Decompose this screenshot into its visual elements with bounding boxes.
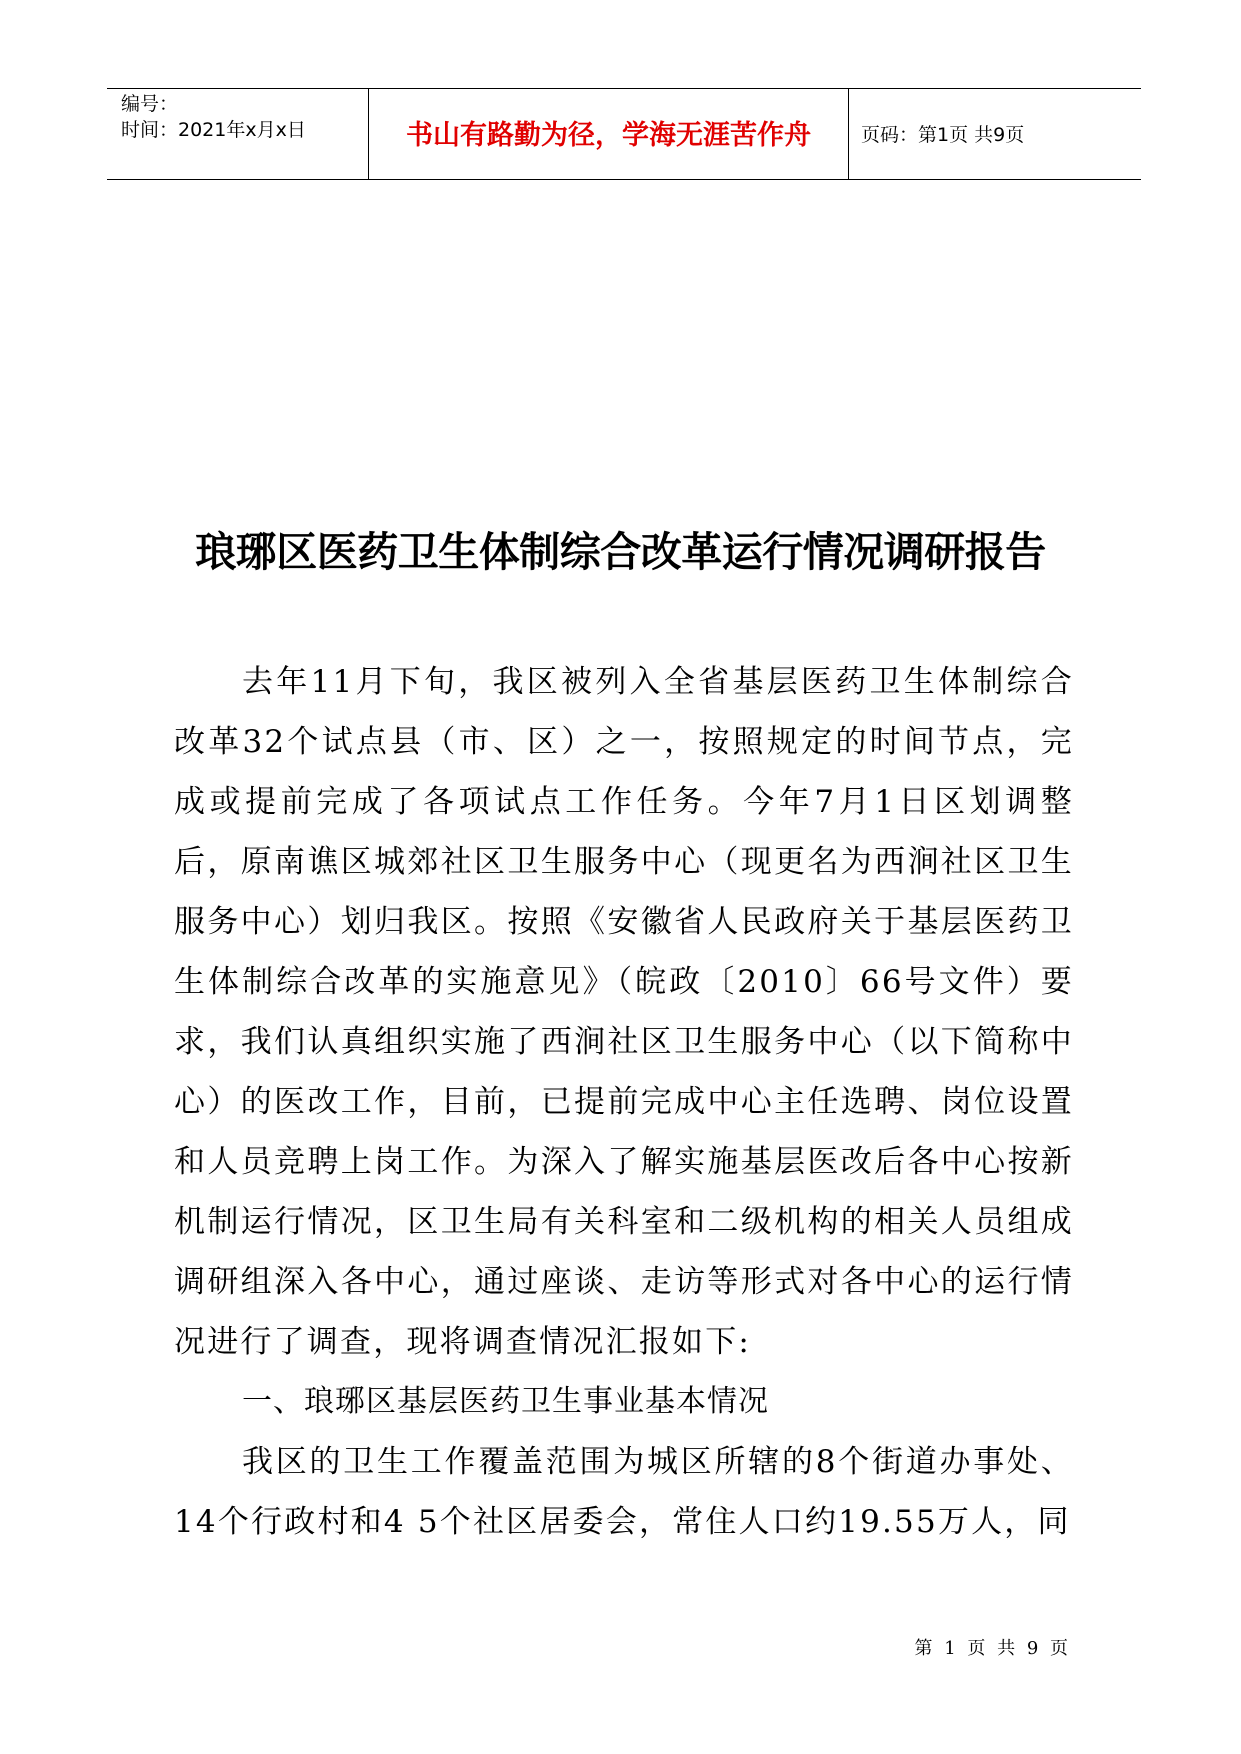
document-number-label: 编号： xyxy=(121,93,179,115)
header-page-code: 页码：第1页 共9页 xyxy=(861,124,1025,146)
document-header xyxy=(107,88,1141,180)
header-motto: 书山有路勤为径，学海无涯苦作舟 xyxy=(406,120,811,151)
page-footer: 第 1 页 共 9 页 xyxy=(914,1638,1071,1659)
header-page-cell xyxy=(849,89,1141,179)
header-meta-cell xyxy=(107,89,369,179)
header-motto-cell xyxy=(369,89,849,179)
document-title: 琅琊区医药卫生体制综合改革运行情况调研报告 xyxy=(195,528,1046,576)
document-body xyxy=(174,652,1074,1552)
document-time-label: 时间：2021年x月x日 xyxy=(121,119,306,141)
intro-paragraph: 去年11月下旬，我区被列入全省基层医药卫生体制综合改革32个试点县（市、区）之一，按照规定的时间节点，完成或提前完成了各项试点工作任务。今年7月1日区划调整后，原南谯区城郊社区卫生服务中心（现更名为西涧社区卫生服务中心）划归我区。按照《安徽省人民政府关于基层医药卫生体制综合改革的实施意见》（皖政〔2010〕66号文件）要求，我们认真组织实施了西涧社区卫生服务中心（以下简称中心）的医改工作，目前，已提前完成中心主任选聘、岗位设置和人员竞聘上岗工作。为深入了解实施基层医改后各中心按新机制运行情况，区卫生局有关科室和二级机构的相关人员组成调研组深入各中心，通过座谈、走访等形式对各中心的运行情况进行了调查，现将调查情况汇报如下: xyxy=(174,664,1074,1360)
section-heading: 一、琅琊区基层医药卫生事业基本情况 xyxy=(242,1384,769,1419)
section-paragraph: 我区的卫生工作覆盖范围为城区所辖的8个街道办事处、14个行政村和4 5个社区居委会，常住人口约19.55万人，同 xyxy=(174,1444,1074,1540)
